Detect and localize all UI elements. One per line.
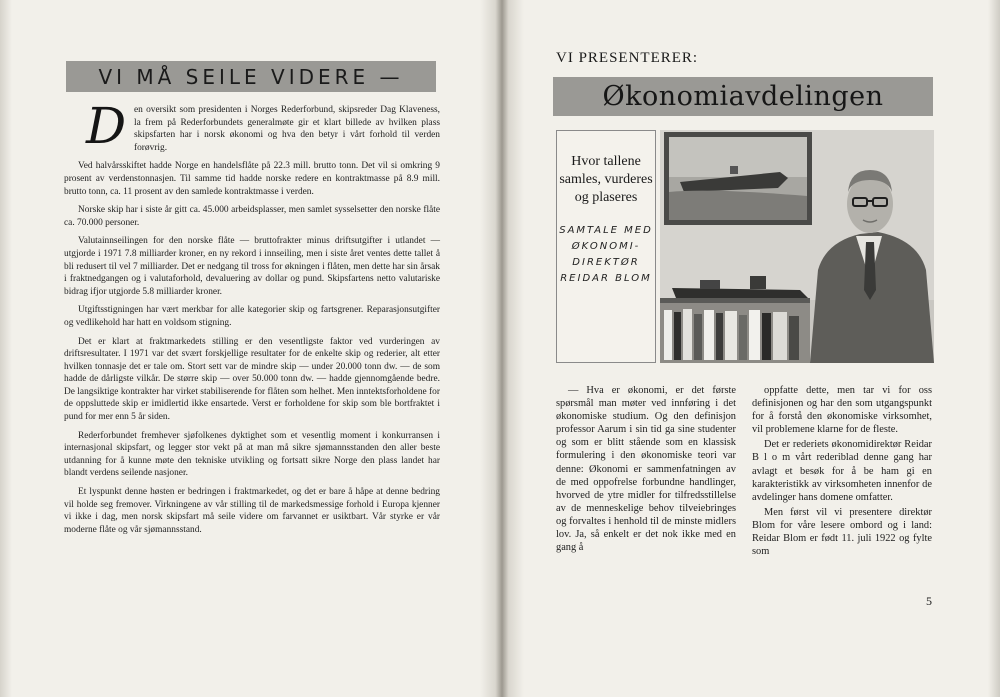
director-photo <box>660 130 934 363</box>
left-title-banner <box>66 61 436 92</box>
left-article-title: VI MÅ SEILE VIDERE — <box>98 64 404 89</box>
page-number: 5 <box>926 594 932 608</box>
page-edge-shadow-left <box>0 0 12 697</box>
paragraph: Et lyspunkt denne høsten er bedringen i fraktmarkedet, og det er bare å håpe at denne bedring vil holde seg fremover. Virkningene av vår stilling til de markedsmessige forhold i Europa kjenner vi ikke i dag, men norsk skipsfart må seile videre om farvannet er usiktbart. Vår styrke er vår moderne flåte og vår sjømannsstand. <box>64 487 440 535</box>
paragraph-text: en oversikt som presidenten i Norges Rederforbund, skipsreder Dag Klaveness, la frem på Rederforbundets generalmøte gir et klart billede av hvilken plass skipsfarten har i norsk økonomi og hva den betyr i vårt forhold til verden forøvrig. <box>134 105 440 153</box>
drop-cap: D <box>86 97 127 155</box>
page-edge-shadow-right <box>988 0 1000 697</box>
teaser-question: Hvor tallene samles, vurderes og plaseres <box>559 154 653 205</box>
paragraph: Ved halvårsskiftet hadde Norge en handelsflåte på 22.3 mill. brutto tonn. Det vil si omkring 9 prosent av verdenstonnasjen. Til samme tid hadde norske redere en kontraktmasse på 8.9 mill. brutto tonn, ca. 11 prosent av den samlede kontraktmasse i verden. <box>64 161 440 197</box>
spine-gutter <box>480 0 524 697</box>
paragraph: Valutainnseilingen for den norske flåte — bruttofrakter minus driftsutgifter i utlandet — utgjorde i 1971 7.8 milliarder kroner, en ny rekord i innseiling, men i siste året ventes dette tallet å bli redusert til vel 7 milliarder. Det er nedgang til tross for økningen i flåten, men dette har sin årsak i fraktnedgangen og i valutaforhold, devaluering av dollar og pund. Skipsfartens netto valutariske bidrag ifjor utgjorde 5.8 milliarder kroner. <box>64 236 440 297</box>
teaser-subtitle: SAMTALE MED ØKONOMI-DIREKTØR REIDAR BLOM <box>559 225 653 284</box>
right-title-banner <box>553 77 933 116</box>
section-kicker: VI PRESENTERER: <box>556 50 699 66</box>
paragraph: Norske skip har i siste år gitt ca. 45.000 arbeidsplasser, men samlet sysselsetter den norske flåte ca. 70.000 personer. <box>64 205 440 228</box>
teaser-box <box>556 130 656 363</box>
paragraph: Utgiftsstigningen har vært merkbar for alle kategorier skip og fartsgrener. Reparasjonsutgifter og vedlikehold har hatt en voldsom stigning. <box>64 305 440 328</box>
right-article-title: Økonomiavdelingen <box>602 81 884 112</box>
office-photo-illustration <box>660 130 934 363</box>
paragraph: Det er klart at fraktmarkedets stilling er den vesentligste faktor ved vurderingen av driftsresultater. I 1971 var det svært forskjellige resultater for de enkelte skip og rederier, alt etter hvilken tonnasje det er tale om. Stort sett var de mindre skip — under 20.000 tonn dw. — de som hadde de dårligste vilkår. De større skip — over 50.000 tonn dw. — hadde gjennomgående bedre. De langsiktige kontrakter har virket stabiliserende for flåten som helhet. Men inntektsforholdene for de oppsluttede skip er imidlertid ikke ensartede. Verst er forholdene for skip som ble bortfraktet i pund for mer enn 5 år siden. <box>64 336 440 423</box>
left-article-body <box>64 97 440 542</box>
article-column-2 <box>752 384 932 558</box>
paragraph: — Hva er økonomi, er det første spørsmål man møter ved innføring i det økonomiske studium. Og den definisjon professor Aarum i sin tid ga sine studenter og som er blitt stående som en klassisk formulering i den økonomiske teori var denne: Økonomi er sammenfatningen av de med oppofrelse forbundne handlinger, hvorved de ytre midler for tilfredsstillelse av de menneskelige behov tilveiebringes og forvaltes i henhold til de minste midlers lov. Ja, så enkelt er det nok ikke med en gang å <box>556 385 736 554</box>
paragraph: Rederforbundet fremhever sjøfolkenes dyktighet som et vesentlig moment i konkurransen i internasjonal skipsfart, og legger stor vekt på at man må sikre sjømannsstanden den aller beste utdanning for å kunne møte den tekniske utvikling og fortsatt sikre Norge den plass landet har blandt verdens seilende nasjoner. <box>64 430 440 479</box>
article-column-1 <box>556 384 736 554</box>
paragraph <box>64 97 440 155</box>
paragraph: Det er rederiets økonomidirektør Reidar B l o m vårt rederiblad denne gang har avlagt et besøk for å be ham gi en karakteristikk av virksomheten innenfor de avdelinger hans domene omfatter. <box>752 439 932 503</box>
paragraph: Men først vil vi presentere direktør Blom for våre lesere ombord og i land: Reidar Blom er født 11. juli 1922 og fylte som <box>752 506 932 558</box>
paragraph: oppfatte dette, men tar vi for oss definisjonen og har den som utgangspunkt for å forstå den økonomiske virksomhet, vil problemene klarne for de fleste. <box>752 385 932 436</box>
